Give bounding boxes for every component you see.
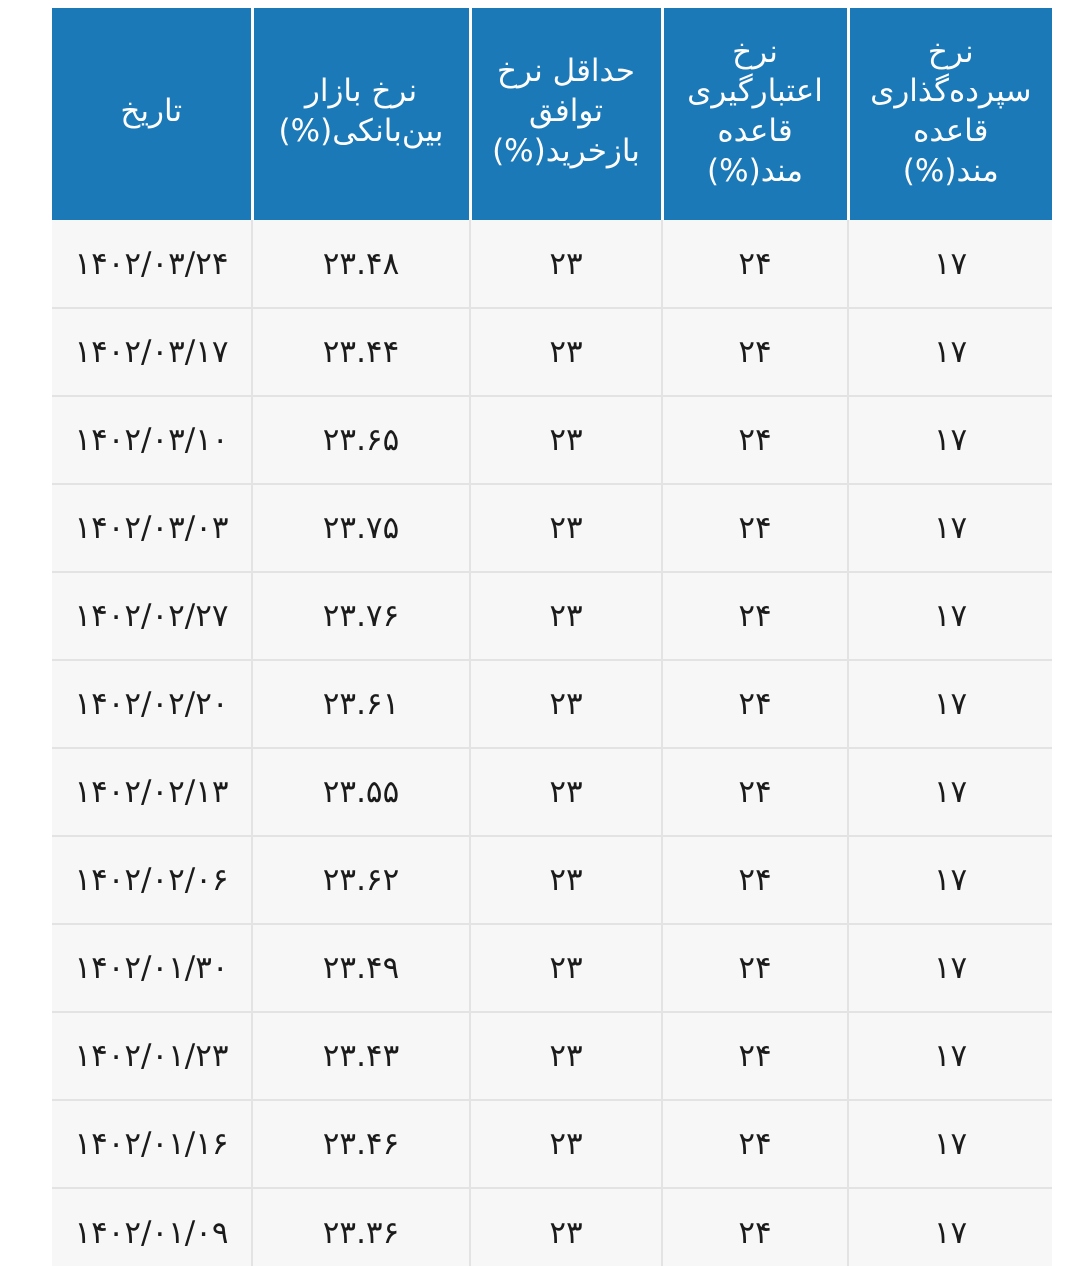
cell-credit-rate: ۲۴: [662, 572, 848, 660]
cell-repo-min-rate: ۲۳: [470, 1012, 662, 1100]
cell-deposit-rate: ۱۷: [848, 660, 1052, 748]
cell-interbank-rate: ۲۳.۶۲: [252, 836, 470, 924]
cell-repo-min-rate: ۲۳: [470, 484, 662, 572]
cell-repo-min-rate: ۲۳: [470, 836, 662, 924]
table-header-row: [52, 8, 1052, 220]
cell-interbank-rate: ۲۳.۴۸: [252, 220, 470, 308]
cell-date: ۱۴۰۲/۰۳/۲۴: [52, 220, 252, 308]
cell-date: ۱۴۰۲/۰۲/۲۰: [52, 660, 252, 748]
column-header-date: [52, 8, 252, 220]
cell-interbank-rate: ۲۳.۳۶: [252, 1188, 470, 1266]
cell-repo-min-rate: ۲۳: [470, 1100, 662, 1188]
cell-credit-rate: ۲۴: [662, 836, 848, 924]
cell-repo-min-rate: ۲۳: [470, 660, 662, 748]
cell-deposit-rate: ۱۷: [848, 836, 1052, 924]
cell-interbank-rate: ۲۳.۵۵: [252, 748, 470, 836]
column-header-line: بین‌بانکی(%): [278, 113, 444, 149]
cell-interbank-rate: ۲۳.۶۱: [252, 660, 470, 748]
table-header: [52, 8, 1052, 220]
cell-date: ۱۴۰۲/۰۱/۲۳: [52, 1012, 252, 1100]
column-header-line: توافق: [529, 93, 603, 130]
column-header-line: مند(%): [707, 152, 803, 189]
cell-credit-rate: ۲۴: [662, 1012, 848, 1100]
cell-credit-rate: ۲۴: [662, 308, 848, 396]
cell-credit-rate: ۲۴: [662, 924, 848, 1012]
cell-date: ۱۴۰۲/۰۲/۲۷: [52, 572, 252, 660]
cell-deposit-rate: ۱۷: [848, 396, 1052, 484]
table-row: [52, 220, 1052, 308]
table-row: [52, 660, 1052, 748]
table-body: [52, 220, 1052, 1266]
table-row: [52, 308, 1052, 396]
cell-credit-rate: ۲۴: [662, 396, 848, 484]
column-header-line: نرخ: [927, 33, 974, 70]
cell-interbank-rate: ۲۳.۴۳: [252, 1012, 470, 1100]
table-row: [52, 748, 1052, 836]
cell-interbank-rate: ۲۳.۴۶: [252, 1100, 470, 1188]
cell-repo-min-rate: ۲۳: [470, 572, 662, 660]
cell-credit-rate: ۲۴: [662, 748, 848, 836]
rates-table-container: [28, 8, 1052, 1266]
cell-date: ۱۴۰۲/۰۲/۱۳: [52, 748, 252, 836]
cell-credit-rate: ۲۴: [662, 660, 848, 748]
table-row: [52, 1188, 1052, 1266]
cell-interbank-rate: ۲۳.۷۶: [252, 572, 470, 660]
cell-date: ۱۴۰۲/۰۳/۱۷: [52, 308, 252, 396]
table-row: [52, 836, 1052, 924]
column-header-line: بازخرید(%): [492, 132, 640, 169]
cell-date: ۱۴۰۲/۰۳/۰۳: [52, 484, 252, 572]
table-row: [52, 1100, 1052, 1188]
cell-deposit-rate: ۱۷: [848, 924, 1052, 1012]
table-row: [52, 1012, 1052, 1100]
cell-date: ۱۴۰۲/۰۱/۱۶: [52, 1100, 252, 1188]
column-header-repo-min-rate: [470, 8, 662, 220]
cell-repo-min-rate: ۲۳: [470, 396, 662, 484]
column-header-deposit-rate: [848, 8, 1052, 220]
cell-date: ۱۴۰۲/۰۱/۳۰: [52, 924, 252, 1012]
column-header-line: سپرده‌گذاری: [870, 73, 1032, 110]
cell-date: ۱۴۰۲/۰۲/۰۶: [52, 836, 252, 924]
cell-date: ۱۴۰۲/۰۱/۰۹: [52, 1188, 252, 1266]
cell-interbank-rate: ۲۳.۴۹: [252, 924, 470, 1012]
column-header-line: اعتبارگیری: [687, 73, 823, 110]
column-header-line: تاریخ: [120, 93, 183, 130]
column-header-line: نرخ: [732, 33, 778, 70]
cell-repo-min-rate: ۲۳: [470, 220, 662, 308]
cell-deposit-rate: ۱۷: [848, 572, 1052, 660]
cell-interbank-rate: ۲۳.۴۴: [252, 308, 470, 396]
cell-deposit-rate: ۱۷: [848, 1100, 1052, 1188]
column-header-interbank-rate: [252, 8, 470, 220]
cell-deposit-rate: ۱۷: [848, 308, 1052, 396]
table-row: [52, 572, 1052, 660]
cell-interbank-rate: ۲۳.۶۵: [252, 396, 470, 484]
cell-deposit-rate: ۱۷: [848, 484, 1052, 572]
column-header-line: حداقل نرخ: [497, 53, 635, 90]
cell-credit-rate: ۲۴: [662, 1100, 848, 1188]
column-header-credit-rate: [662, 8, 848, 220]
column-header-line: قاعده: [913, 113, 989, 149]
cell-repo-min-rate: ۲۳: [470, 748, 662, 836]
table-row: [52, 396, 1052, 484]
cell-repo-min-rate: ۲۳: [470, 924, 662, 1012]
cell-credit-rate: ۲۴: [662, 484, 848, 572]
cell-credit-rate: ۲۴: [662, 220, 848, 308]
cell-deposit-rate: ۱۷: [848, 220, 1052, 308]
cell-deposit-rate: ۱۷: [848, 1012, 1052, 1100]
cell-date: ۱۴۰۲/۰۳/۱۰: [52, 396, 252, 484]
interbank-rates-table: [52, 8, 1052, 1266]
column-header-line: مند(%): [902, 152, 999, 189]
cell-repo-min-rate: ۲۳: [470, 308, 662, 396]
cell-credit-rate: ۲۴: [662, 1188, 848, 1266]
cell-deposit-rate: ۱۷: [848, 748, 1052, 836]
column-header-line: نرخ بازار: [304, 73, 418, 110]
table-row: [52, 924, 1052, 1012]
cell-deposit-rate: ۱۷: [848, 1188, 1052, 1266]
cell-interbank-rate: ۲۳.۷۵: [252, 484, 470, 572]
table-row: [52, 484, 1052, 572]
column-header-line: قاعده: [717, 113, 793, 149]
cell-repo-min-rate: ۲۳: [470, 1188, 662, 1266]
